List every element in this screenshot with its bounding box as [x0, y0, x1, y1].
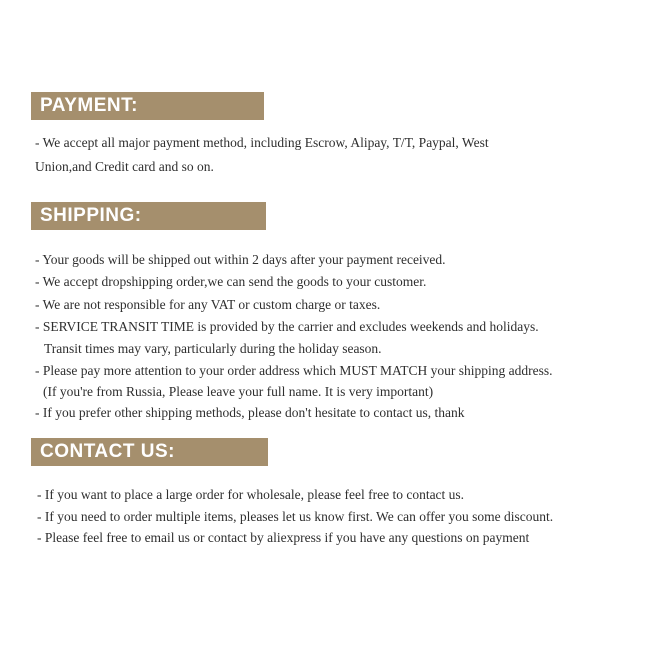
- shipping-line: - We accept dropshipping order,we can send the goods to your customer.: [35, 274, 427, 289]
- contact-title: CONTACT US:: [40, 441, 175, 462]
- shipping-line: (If you're from Russia, Please leave your full name. It is very important): [43, 384, 434, 399]
- shipping-line: - If you prefer other shipping methods, please don't hesitate to contact us, thank: [35, 405, 465, 420]
- contact-line: - If you need to order multiple items, pleases let us know first. We can offer you some discount.: [37, 509, 554, 524]
- payment-line: - We accept all major payment method, including Escrow, Alipay, T/T, Paypal, West: [35, 135, 489, 150]
- shipping-line: - Please pay more attention to your order address which MUST MATCH your shipping address.: [35, 363, 553, 378]
- shipping-line: - We are not responsible for any VAT or custom charge or taxes.: [35, 297, 381, 312]
- contact-line: - Please feel free to email us or contact by aliexpress if you have any questions on payment: [37, 530, 530, 545]
- payment-line: Union,and Credit card and so on.: [35, 159, 214, 174]
- contact-banner: [31, 438, 268, 466]
- shipping-line: Transit times may vary, particularly during the holiday season.: [44, 341, 382, 356]
- payment-title: PAYMENT:: [40, 95, 138, 116]
- payment-banner: [31, 92, 264, 120]
- shipping-banner: [31, 202, 266, 230]
- shipping-line: - Your goods will be shipped out within 2 days after your payment received.: [35, 252, 446, 267]
- shipping-title: SHIPPING:: [40, 205, 142, 226]
- shipping-line: - SERVICE TRANSIT TIME is provided by the carrier and excludes weekends and holidays.: [35, 319, 539, 334]
- contact-line: - If you want to place a large order for wholesale, please feel free to contact us.: [37, 487, 465, 502]
